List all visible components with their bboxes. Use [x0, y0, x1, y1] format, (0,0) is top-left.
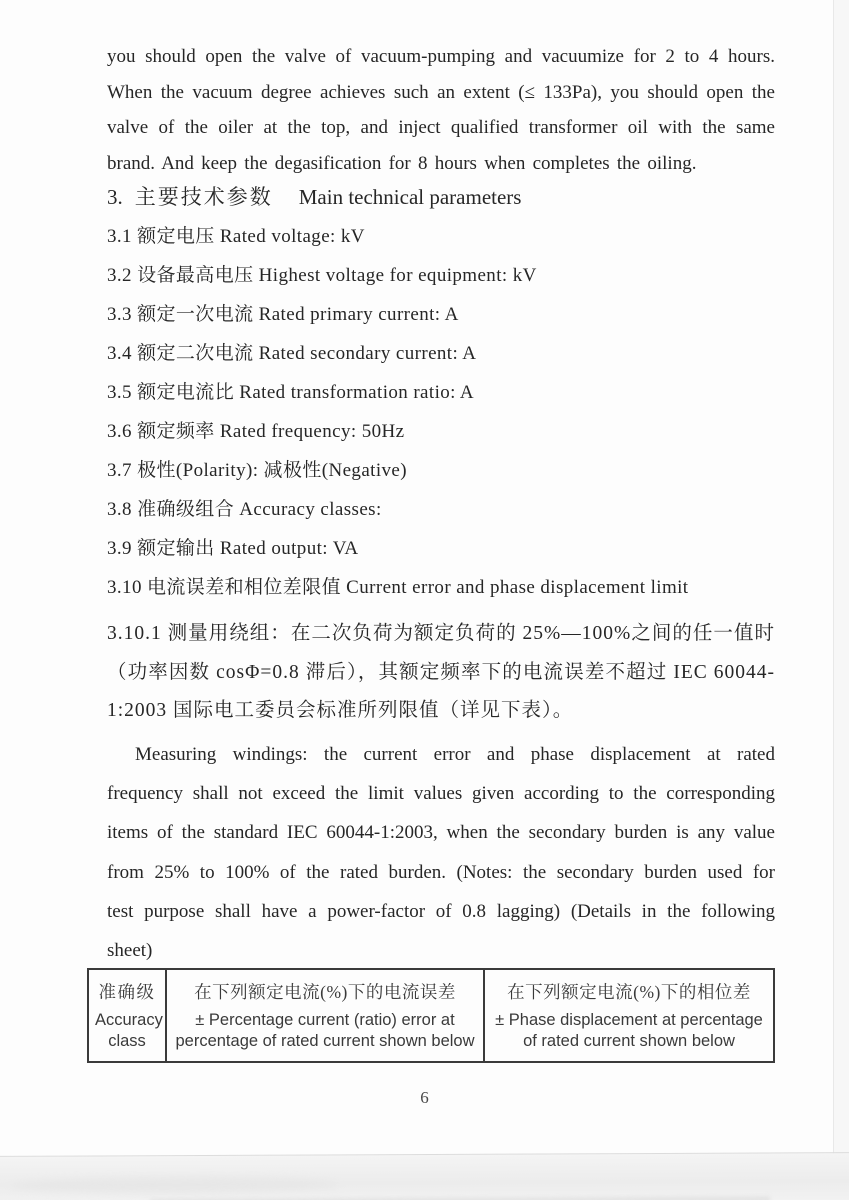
- section-heading: [107, 181, 775, 211]
- page-number: 6: [420, 1088, 429, 1107]
- list-item-rated-output: 3.9 额定输出 Rated output: VA: [107, 538, 359, 559]
- table-cell-phase-displacement: [484, 969, 774, 1062]
- table-header-row: [88, 969, 774, 1062]
- phase-displacement-label-en: ± Phase displacement at percentage of rated current shown below: [495, 1011, 763, 1050]
- list-item-polarity: 3.7 极性(Polarity): 减极性(Negative): [107, 460, 407, 481]
- scan-edge-bottom: [0, 1152, 849, 1200]
- list-item-transformation-ratio: 3.5 额定电流比 Rated transformation ratio: A: [107, 382, 475, 403]
- scan-edge-right-fill: [834, 0, 849, 1200]
- parameter-list: [107, 217, 775, 607]
- current-error-label-en: ± Percentage current (ratio) error at percentage of rated current shown below: [175, 1011, 475, 1050]
- list-item-rated-voltage: 3.1 额定电压 Rated voltage: kV: [107, 226, 365, 247]
- table-cell-current-error: [166, 969, 484, 1062]
- phase-displacement-label-zh: 在下列额定电流(%)下的相位差: [507, 982, 751, 1002]
- list-item-highest-voltage: 3.2 设备最高电压 Highest voltage for equipment: kV: [107, 265, 537, 286]
- section-number: 3.: [107, 185, 123, 209]
- accuracy-class-label-zh: 准确级: [98, 982, 156, 1002]
- current-error-label-zh: 在下列额定电流(%)下的电流误差: [194, 982, 456, 1002]
- section-title-en: Main technical parameters: [298, 185, 522, 209]
- list-item-accuracy-classes: 3.8 准确级组合 Accuracy classes:: [107, 499, 382, 520]
- accuracy-class-table: [87, 968, 775, 1063]
- list-item-rated-primary-current: 3.3 额定一次电流 Rated primary current: A: [107, 304, 459, 325]
- paragraph-oiling-procedure: you should open the valve of vacuum-pumping and vacuumize for 2 to 4 hours. When the vacuum degree achieves such an extent (≤ 133Pa), you should open the valve of the oiler at the top, and inject qualified transformer oil with the same brand. And keep the degasification for 8 hours when completes the oiling.: [107, 46, 775, 174]
- scan-edge-right-line: [833, 0, 834, 1160]
- list-item-rated-frequency: 3.6 额定频率 Rated frequency: 50Hz: [107, 421, 405, 442]
- list-item-error-limit: 3.10 电流误差和相位差限值 Current error and phase displacement limit: [107, 577, 689, 598]
- paragraph-measuring-windings-zh: 3.10.1 测量用绕组：在二次负荷为额定负荷的 25%—100%之间的任一值时（功率因数 cosΦ=0.8 滞后），其额定频率下的电流误差不超过 IEC 60044-1:2003 国际电工委员会标准所列限值（详见下表）。: [107, 623, 775, 721]
- table-cell-accuracy-class: [88, 969, 166, 1062]
- scan-smudge: [150, 1197, 770, 1200]
- section-title-zh: 主要技术参数: [134, 185, 273, 209]
- paragraph-measuring-windings-en: Measuring windings: the current error and phase displacement at rated frequency shall not exceed the limit values given according to the corresponding items of the standard IEC 60044-1:2003, when the secondary burden is any value from 25% to 100% of the rated burden. (Notes: the secondary burden used for test purpose shall have a power-factor of 0.8 lagging) (Details in the following sheet): [107, 744, 775, 962]
- accuracy-class-label-en: Accuracy class: [95, 1011, 163, 1050]
- scan-smudge: [10, 1176, 340, 1193]
- list-item-rated-secondary-current: 3.4 额定二次电流 Rated secondary current: A: [107, 343, 477, 364]
